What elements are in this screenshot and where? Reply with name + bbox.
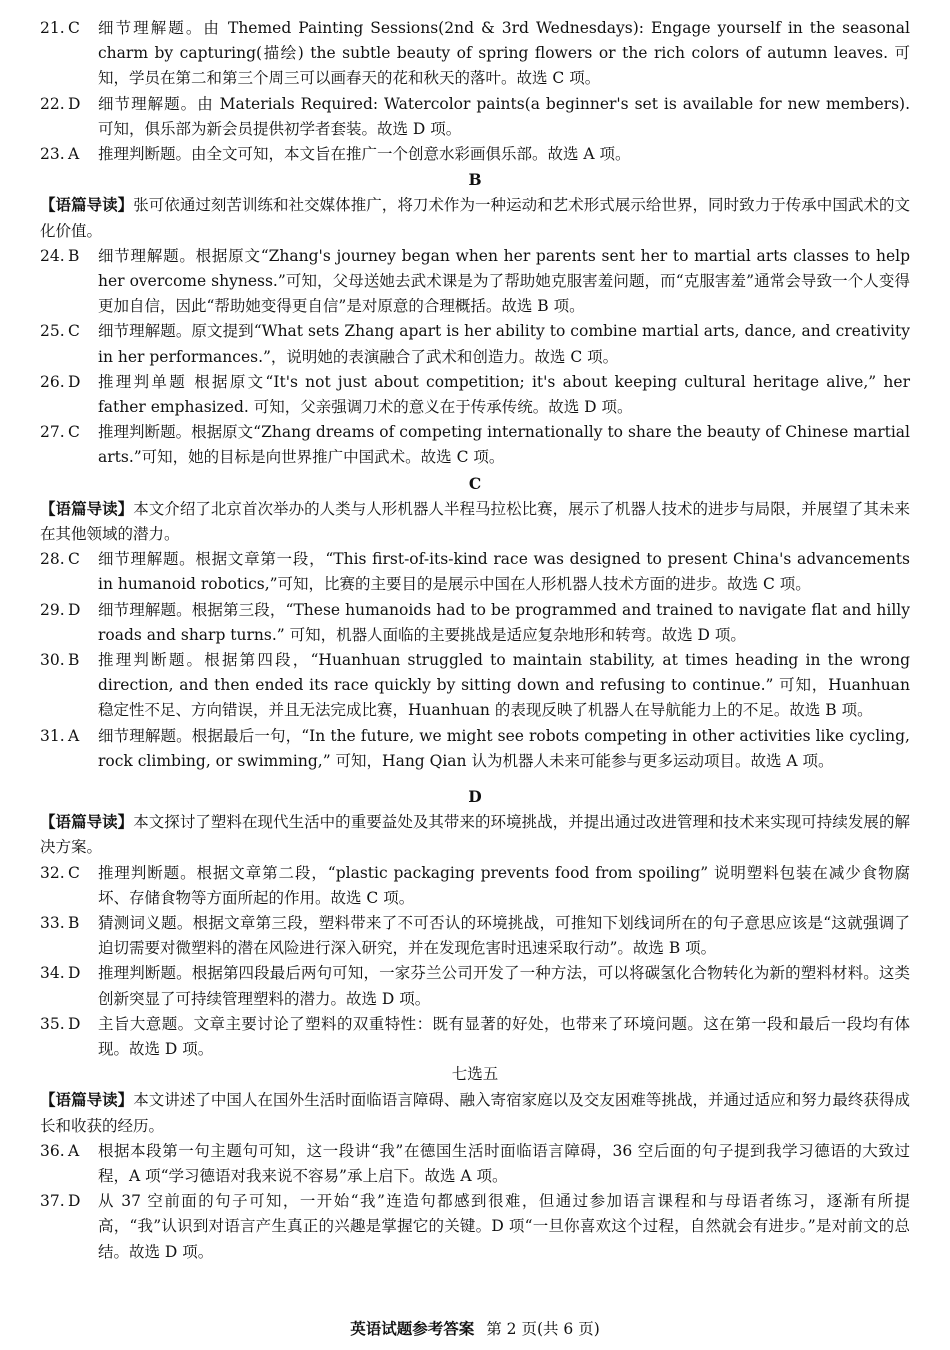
item-answer: C <box>68 19 80 37</box>
guide-text: 本文讲述了中国人在国外生活时面临语言障碍、融入寄宿家庭以及交友困难等挑战，并通过适应和努力最终获得成长和收获的经历。 <box>40 1091 910 1135</box>
item-explanation: 推理判断题。根据第四段，“Huanhuan struggled to maintain stability, at times heading in the wrong direction, and then ended its race quickly by sitting down and refusing to continue.” 可知，Huanhuan 稳定性不足、方向错误，并且无法完成比赛，Huanhuan 的表现反映了机器人在导航能力上的不足。故选 B 项。 <box>98 651 910 720</box>
section-b-guide <box>40 192 910 243</box>
item-number: 35. <box>40 1014 65 1033</box>
item-answer: B <box>68 651 80 670</box>
item-answer: A <box>68 145 80 164</box>
item-answer: A <box>68 1141 80 1160</box>
item-explanation: 细节理解题。由 Themed Painting Sessions(2nd & 3rd Wednesdays): Engage yourself in the seasonal charm by capturing(描绘) the subtle beauty of spring flowers or the rich colors of autumn leaves. 可知，学员在第二和第三个周三可以画春天的花和秋天的落叶。故选 C 项。 <box>98 19 910 88</box>
item-number: 33. <box>40 914 65 933</box>
spacer <box>40 774 910 784</box>
item-number: 36. <box>40 1141 65 1160</box>
answer-page <box>40 16 910 1265</box>
section-b-title: B <box>468 170 482 190</box>
item-number: 37. <box>40 1192 65 1211</box>
page-number: 第 2 页(共 6 页) <box>486 1320 600 1338</box>
item-answer: B <box>68 246 80 265</box>
item-answer: D <box>68 94 81 113</box>
item-number: 27. <box>40 423 65 442</box>
answer-item-22 <box>40 92 910 142</box>
answer-item-34 <box>40 961 910 1011</box>
guide-text: 本文介绍了北京首次举办的人类与人形机器人半程马拉松比赛，展示了机器人技术的进步与局限，并展望了其未来在其他领域的潜力。 <box>40 499 910 544</box>
item-explanation: 推理判单题 根据原文“It's not just about competition; it's about keeping cultural heritage alive,” her father emphasized. 可知，父亲强调刀术的意义在于传承传统。故选 D 项。 <box>98 372 910 417</box>
answer-item-21 <box>40 16 910 92</box>
item-number: 22. <box>40 94 65 113</box>
section-seven-title: 七选五 <box>451 1065 499 1084</box>
item-number: 31. <box>40 726 65 745</box>
item-explanation: 推理判断题。根据第四段最后两句可知，一家芬兰公司开发了一种方法，可以将碳氢化合物转化为新的塑料材料。这类创新突显了可持续管理塑料的潜力。故选 D 项。 <box>98 964 910 1008</box>
item-number: 30. <box>40 651 65 670</box>
answer-item-23 <box>40 142 910 167</box>
item-explanation: 主旨大意题。文章主要讨论了塑料的双重特性：既有显著的好处，也带来了环境问题。这在第一段和最后一段均有体现。故选 D 项。 <box>98 1014 910 1059</box>
item-answer: B <box>68 914 80 933</box>
answer-item-26 <box>40 370 910 420</box>
item-answer: D <box>68 964 81 983</box>
guide-tag: 【语篇导读】 <box>40 195 134 215</box>
item-answer: C <box>68 322 80 341</box>
section-c-guide <box>40 496 910 547</box>
item-explanation: 猜测词义题。根据文章第三段，塑料带来了不可否认的环境挑战，可推知下划线词所在的句子意思应该是“这就强调了迫切需要对微塑料的潜在风险进行深入研究，并在发现危害时迅速采取行动”。故选 B 项。 <box>98 914 910 958</box>
item-number: 28. <box>40 550 65 569</box>
answer-item-35 <box>40 1012 910 1062</box>
answer-item-27 <box>40 420 910 470</box>
answer-item-32 <box>40 861 910 911</box>
item-number: 23. <box>40 145 65 164</box>
item-answer: C <box>68 423 80 442</box>
items-top <box>40 16 910 167</box>
answer-item-31 <box>40 724 910 774</box>
item-number: 25. <box>40 322 65 341</box>
item-explanation: 推理判断题。根据文章第二段，“plastic packaging prevents food from spoiling” 说明塑料包装在减少食物腐坏、存储食物等方面所起的作用。故选 C 项。 <box>98 863 910 907</box>
item-answer: A <box>68 726 80 745</box>
section-d-title: D <box>468 787 482 807</box>
guide-tag: 【语篇导读】 <box>40 498 134 518</box>
answer-item-36 <box>40 1139 910 1189</box>
item-explanation: 从 37 空前面的句子可知，一开始“我”连造句都感到很难，但通过参加语言课程和与母语者练习，逐渐有所提高，“我”认识到对语言产生真正的兴趣是掌握它的关键。D 项“一旦你喜欢这个过程，自然就会有进步。”是对前文的总结。故选 D 项。 <box>98 1192 910 1261</box>
answer-item-33 <box>40 911 910 961</box>
answer-item-29 <box>40 598 910 648</box>
guide-tag: 【语篇导读】 <box>40 812 134 832</box>
item-number: 29. <box>40 600 65 619</box>
guide-text: 本文探讨了塑料在现代生活中的重要益处及其带来的环境挑战，并提出通过改进管理和技术来实现可持续发展的解决方案。 <box>40 813 910 857</box>
item-answer: D <box>68 600 81 619</box>
item-explanation: 根据本段第一句主题句可知，这一段讲“我”在德国生活时面临语言障碍，36 空后面的句子提到我学习德语的大致过程，A 项“学习德语对我来说不容易”承上启下。故选 A 项。 <box>98 1141 910 1186</box>
item-number: 32. <box>40 863 65 882</box>
answer-item-24 <box>40 244 910 320</box>
item-number: 21. <box>40 19 65 37</box>
answer-item-25 <box>40 319 910 369</box>
item-answer: C <box>68 550 80 569</box>
item-explanation: 细节理解题。由 Materials Required: Watercolor paints(a beginner's set is available for new members). 可知，俱乐部为新会员提供初学者套装。故选 D 项。 <box>98 94 910 138</box>
item-explanation: 细节理解题。根据原文“Zhang's journey began when her parents sent her to martial arts classes to help her overcome shyness.”可知，父母送她去武术课是为了帮助她克服害羞问题，而“克服害羞”通常会导致一个人变得更加自信，因此“帮助她变得更自信”是对原意的合理概括。故选 B 项。 <box>98 246 910 316</box>
section-seven-guide <box>40 1087 910 1138</box>
item-explanation: 推理判断题。根据原文“Zhang dreams of competing internationally to share the beauty of Chinese martial arts.”可知，她的目标是向世界推广中国武术。故选 C 项。 <box>98 423 910 467</box>
item-answer: C <box>68 863 80 882</box>
item-explanation: 细节理解题。根据文章第一段，“This first-of-its-kind race was designed to present China's advancements in humanoid robotics,”可知，比赛的主要目的是展示中国在人形机器人技术方面的进步。故选 C 项。 <box>98 550 910 594</box>
item-explanation: 细节理解题。根据第三段，“These humanoids had to be programmed and trained to navigate flat and hilly roads and sharp turns.” 可知，机器人面临的主要挑战是适应复杂地形和转弯。故选 D 项。 <box>98 600 910 644</box>
item-answer: D <box>68 372 81 391</box>
item-number: 24. <box>40 246 65 265</box>
item-explanation: 细节理解题。根据最后一句，“In the future, we might see robots competing in other activities like cycling, rock climbing, or swimming,” 可知，Hang Qian 认为机器人未来可能参与更多运动项目。故选 A 项。 <box>98 726 910 770</box>
page-footer <box>0 1316 950 1342</box>
answer-item-28 <box>40 547 910 597</box>
item-number: 26. <box>40 372 65 391</box>
item-answer: D <box>68 1014 81 1033</box>
item-answer: D <box>68 1192 81 1211</box>
guide-text: 张可依通过刻苦训练和社交媒体推广，将刀术作为一种运动和艺术形式展示给世界，同时致力于传承中国武术的文化价值。 <box>40 196 910 240</box>
answer-item-37 <box>40 1189 910 1265</box>
section-c-title: C <box>468 473 482 493</box>
item-explanation: 细节理解题。原文提到“What sets Zhang apart is her ability to combine martial arts, dance, and creativity in her performances.”，说明她的表演融合了武术和创造力。故选 C 项。 <box>98 322 910 366</box>
answer-item-30 <box>40 648 910 724</box>
section-d-guide <box>40 809 910 860</box>
guide-tag: 【语篇导读】 <box>40 1090 134 1110</box>
footer-title: 英语试题参考答案 <box>350 1319 475 1338</box>
item-number: 34. <box>40 964 65 983</box>
item-explanation: 推理判断题。由全文可知，本文旨在推广一个创意水彩画俱乐部。故选 A 项。 <box>98 145 631 164</box>
